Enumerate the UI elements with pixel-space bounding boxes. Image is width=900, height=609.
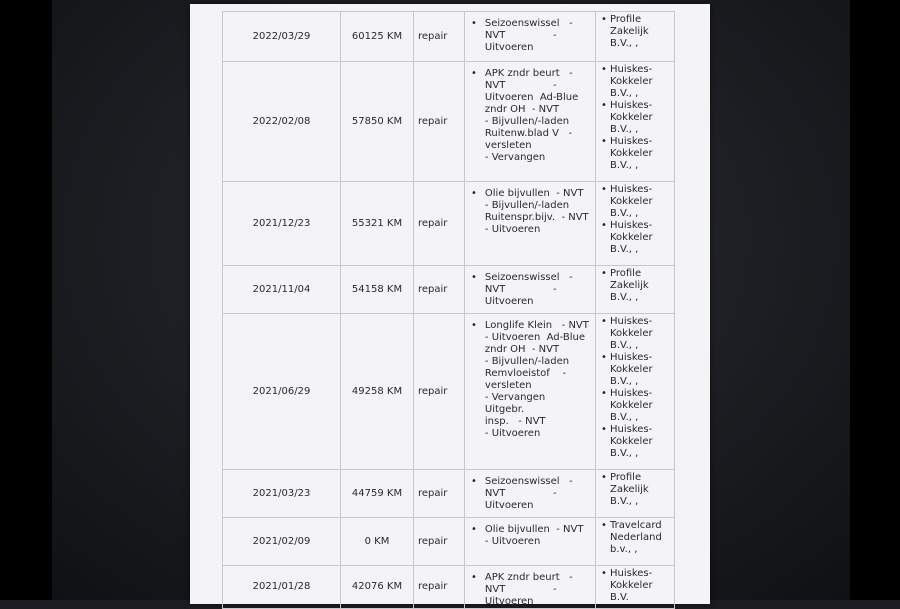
garage-cell (596, 12, 675, 62)
date-cell: 2021/06/29 (223, 314, 341, 470)
maintenance-history-table (222, 11, 675, 609)
table-row (223, 62, 675, 182)
mileage-cell: 60125 KM (341, 12, 414, 62)
date-cell: 2022/03/29 (223, 12, 341, 62)
screen-bezel-left (0, 0, 52, 600)
garage-cell (596, 182, 675, 266)
date-cell: 2021/02/09 (223, 518, 341, 566)
mileage-cell: 44759 KM (341, 470, 414, 518)
mileage-cell: 55321 KM (341, 182, 414, 266)
table-row (223, 12, 675, 62)
description-item (471, 18, 589, 54)
garage-list (600, 520, 668, 556)
type-cell: repair (414, 182, 465, 266)
table-row (223, 566, 675, 609)
description-item (471, 320, 589, 440)
description-cell (465, 518, 596, 566)
table-row (223, 266, 675, 314)
garage-cell (596, 314, 675, 470)
garage-name: • Profile Zakelijk B.V., , (610, 14, 668, 50)
description-item (471, 524, 589, 548)
garage-cell (596, 566, 675, 609)
garage-name: • Travelcard Nederland b.v., , (610, 520, 668, 556)
table-row (223, 182, 675, 266)
date-cell: 2021/12/23 (223, 182, 341, 266)
description-item (471, 272, 589, 308)
description-text: Seizoenswissel - NVT - Uitvoeren (484, 18, 573, 53)
type-cell: repair (414, 62, 465, 182)
mileage-cell: 57850 KM (341, 62, 414, 182)
mileage-cell: 42076 KM (341, 566, 414, 609)
description-text: Olie bijvullen - NVT - Uitvoeren (484, 524, 584, 547)
garage-name: • Huiskes-Kokkeler B.V., , (610, 184, 668, 220)
description-cell (465, 314, 596, 470)
garage-list (600, 472, 668, 508)
garage-list (600, 316, 668, 460)
bullet-icon: • (471, 188, 477, 199)
description-item (471, 188, 589, 236)
description-cell (465, 62, 596, 182)
garage-cell (596, 470, 675, 518)
garage-name: • Profile Zakelijk B.V., , (610, 268, 668, 304)
mileage-cell: 0 KM (341, 518, 414, 566)
table-row (223, 518, 675, 566)
bullet-icon: • (471, 320, 477, 331)
document-page (190, 4, 710, 607)
bullet-icon: • (471, 18, 477, 29)
description-cell (465, 12, 596, 62)
type-cell: repair (414, 266, 465, 314)
garage-list (600, 268, 668, 304)
garage-name: • Huiskes-Kokkeler B.V., , (610, 352, 668, 388)
garage-cell (596, 518, 675, 566)
garage-cell (596, 62, 675, 182)
garage-name: • Huiskes-Kokkeler B.V. (610, 568, 668, 604)
garage-name: • Huiskes-Kokkeler B.V., , (610, 220, 668, 256)
description-text: APK zndr beurt - NVT - Uitvoeren Ad-Blue zndr OH - NVT - Bijvullen/-laden Ruitenw.blad V - versleten - Vervangen (484, 68, 579, 163)
description-text: Seizoenswissel - NVT - Uitvoeren (484, 272, 573, 307)
description-text: APK zndr beurt - NVT - Uitvoeren (484, 572, 573, 607)
screen-bezel-right (850, 0, 900, 600)
garage-name: • Huiskes-Kokkeler B.V., , (610, 136, 668, 172)
description-text: Longlife Klein - NVT - Uitvoeren Ad-Blue zndr OH - NVT - Bijvullen/-laden Remvloeistof - versleten - Vervangen Uitgebr. insp. - NVT - Uitvoeren (484, 320, 589, 439)
bullet-icon: • (471, 272, 477, 283)
garage-name: • Huiskes-Kokkeler B.V., , (610, 424, 668, 460)
date-cell: 2021/11/04 (223, 266, 341, 314)
garage-name: • Huiskes-Kokkeler B.V., , (610, 64, 668, 100)
description-cell (465, 566, 596, 609)
description-item (471, 476, 589, 512)
mileage-cell: 49258 KM (341, 314, 414, 470)
description-item (471, 572, 589, 608)
garage-name: • Profile Zakelijk B.V., , (610, 472, 668, 508)
bullet-icon: • (471, 524, 477, 535)
description-cell (465, 182, 596, 266)
mileage-cell: 54158 KM (341, 266, 414, 314)
description-item (471, 68, 589, 164)
type-cell: repair (414, 314, 465, 470)
type-cell: repair (414, 470, 465, 518)
garage-list (600, 568, 668, 604)
garage-cell (596, 266, 675, 314)
garage-name: • Huiskes-Kokkeler B.V., , (610, 100, 668, 136)
table-row (223, 470, 675, 518)
bullet-icon: • (471, 572, 477, 583)
garage-name: • Huiskes-Kokkeler B.V., , (610, 316, 668, 352)
type-cell: repair (414, 518, 465, 566)
garage-list (600, 14, 668, 50)
date-cell: 2021/01/28 (223, 566, 341, 609)
description-text: Olie bijvullen - NVT - Bijvullen/-laden Ruitenspr.bijv. - NVT - Uitvoeren (484, 188, 589, 235)
description-cell (465, 470, 596, 518)
garage-name: • Huiskes-Kokkeler B.V., , (610, 388, 668, 424)
type-cell: repair (414, 566, 465, 609)
bullet-icon: • (471, 68, 477, 79)
garage-list (600, 184, 668, 256)
description-cell (465, 266, 596, 314)
table-row (223, 314, 675, 470)
type-cell: repair (414, 12, 465, 62)
garage-list (600, 64, 668, 172)
bullet-icon: • (471, 476, 477, 487)
date-cell: 2022/02/08 (223, 62, 341, 182)
date-cell: 2021/03/23 (223, 470, 341, 518)
description-text: Seizoenswissel - NVT - Uitvoeren (484, 476, 573, 511)
